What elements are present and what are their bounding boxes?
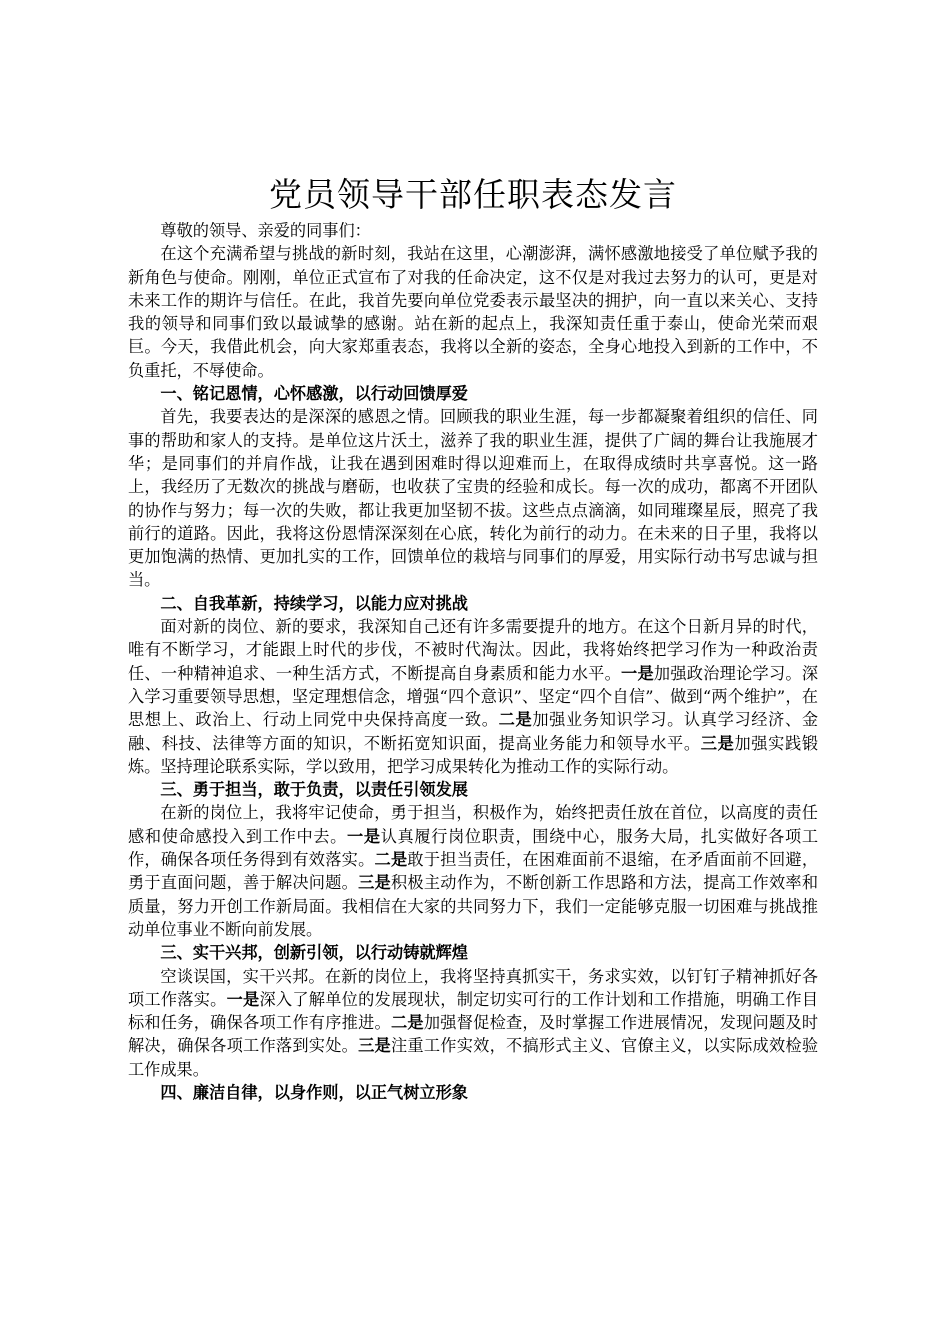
section-1-paragraph: 首先，我要表达的是深深的感恩之情。回顾我的职业生涯，每一步都凝聚着组织的信任、同事的帮助和家人的支持。是单位这片沃土，滋养了我的职业生涯，提供了广阔的舞台让我施展才华；是同事们的并肩作战，让我在遇到困难时得以迎难而上，在取得成绩时共享喜悦。这一路上，我经历了无数次的挑战与磨砺，也收获了宝贵的经验和成长。每一次的成功，都离不开团队的协作与努力；每一次的失败，都让我更加坚韧不拔。这些点点滴滴，如同璀璨星辰，照亮了我前行的道路。因此，我将这份恩情深深刻在心底，转化为前行的动力。在未来的日子里，我将以更加饱满的热情、更加扎实的工作，回馈单位的栽培与同事们的厚爱，用实际行动书写忠诚与担当。 [128, 407, 818, 590]
section-3-keyword-2: 二是 [374, 850, 408, 870]
section-4-text-2: 深入了解单位的发展现状，制定切实可行的工作计划和工作措施，明确工作目标和任务，确保各项工作有序推进。 [128, 989, 819, 1033]
section-3-text-2: 认真履行岗位职责，围绕中心，服务大局，扎实做好各项工作，确保各项任务得到有效落实。 [128, 826, 819, 870]
section-4-paragraph [128, 965, 818, 1081]
section-3-keyword-3: 三是 [358, 873, 391, 893]
section-3-heading: 三、勇于担当，敢于负责，以责任引领发展 [160, 780, 468, 800]
section-2-text-2: 加强政治理论学习。深入学习重要领导思想，坚定理想信念，增强“四个意识”、坚定“四个自信”、做到“两个维护”，在思想上、政治上、行动上同党中央保持高度一致。 [128, 663, 819, 730]
document-title: 党员领导干部任职表态发言 [269, 175, 677, 214]
section-2-heading: 二、自我革新，持续学习，以能力应对挑战 [160, 593, 468, 613]
section-4-text-3: 加强督促检查，及时掌握工作进展情况，发现问题及时解决，确保各项工作落到实处。 [128, 1013, 819, 1056]
section-2-text-3: 加强业务知识学习。认真学习经济、金融、科技、法律等方面的知识，不断拓宽知识面，提高业务能力和领导水平。 [128, 710, 819, 753]
section-3-text-4: 积极主动作为，不断创新工作思路和方法，提高工作效率和质量，努力开创工作新局面。我相信在大家的共同努力下，我们一定能够克服一切困难与挑战推动单位事业不断向前发展。 [128, 873, 819, 939]
section-4-text-4: 注重工作实效，不搞形式主义、官僚主义，以实际成效检验工作成果。 [128, 1036, 819, 1079]
greeting: 尊敬的领导、亲爱的同事们： [160, 221, 371, 240]
section-4-keyword-3: 三是 [358, 1036, 391, 1056]
section-4-keyword-2: 二是 [390, 1013, 424, 1033]
section-3-keyword-1: 一是 [347, 826, 381, 846]
section-2-keyword-1: 一是 [621, 663, 654, 683]
section-3-text-1: 在新的岗位上，我将牢记使命，勇于担当，积极作为，始终把责任放在首位，以高度的责任感和使命感投入到工作中去。 [128, 803, 818, 846]
section-2-paragraph [128, 615, 818, 778]
section-3-paragraph [128, 801, 818, 941]
intro-paragraph: 在这个充满希望与挑战的新时刻，我站在这里，心潮澎湃，满怀感激地接受了单位赋予我的新角色与使命。刚刚，单位正式宣布了对我的任命决定，这不仅是对我过去努力的认可，更是对未来工作的期许与信任。在此，我首先要向单位党委表示最坚决的拥护，向一直以来关心、支持我的领导和同事们致以最诚挚的感谢。站在新的起点上，我深知责任重于泰山，使命光荣而艰巨。今天，我借此机会，向大家郑重表态，我将以全新的姿态，全身心地投入到新的工作中，不负重托，不辱使命。 [128, 244, 818, 380]
section-2-keyword-3: 三是 [700, 733, 735, 753]
section-2-text-1: 面对新的岗位、新的要求，我深知自己还有许多需要提升的地方。在这个日新月异的时代，唯有不断学习，才能跟上时代的步伐，不被时代淘汰。因此，我将始终把学习作为一种政治责任、一种精神追求、一种生活方式，不断提高自身素质和能力水平。 [128, 617, 818, 683]
section-1-heading: 一、铭记恩情，心怀感激，以行动回馈厚爱 [160, 384, 468, 404]
section-4-text-1: 空谈误国，实干兴邦。在新的岗位上，我将坚持真抓实干，务求实效，以钉钉子精神抓好各项工作落实。 [128, 966, 818, 1009]
section-4-keyword-1: 一是 [226, 989, 260, 1009]
section-3-text-3: 敢于担当责任，在困难面前不退缩，在矛盾面前不回避，勇于直面问题，善于解决问题。 [128, 850, 819, 893]
section-2-text-4: 加强实践锻炼。坚持理论联系实际，学以致用，把学习成果转化为推动工作的实际行动。 [128, 733, 819, 776]
section-2-keyword-2: 二是 [498, 710, 533, 730]
section-4-heading: 三、实干兴邦，创新引领，以行动铸就辉煌 [160, 943, 468, 963]
section-5-heading: 四、廉洁自律，以身作则，以正气树立形象 [160, 1082, 468, 1102]
